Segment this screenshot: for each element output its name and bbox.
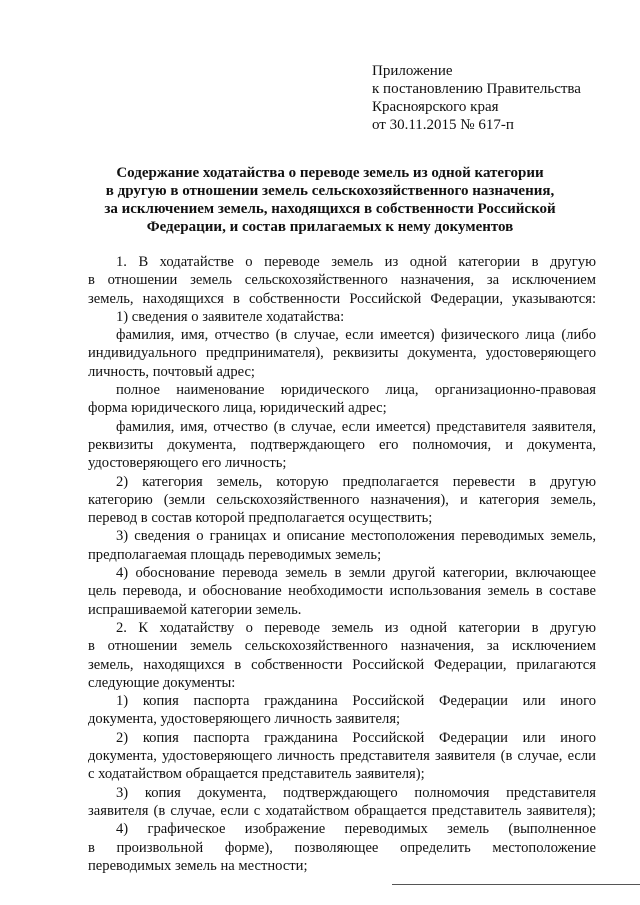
- body-line: 3) копия документа, подтверждающего полномочия представителя: [116, 784, 596, 801]
- body-line: испрашиваемой категории земель.: [88, 601, 302, 618]
- body-line: документа, удостоверяющего личность заявителя;: [88, 711, 401, 728]
- body-line: с ходатайством обращается представитель заявителя);: [88, 766, 425, 783]
- body-line: следующие документы:: [88, 674, 236, 691]
- bottom-divider: [392, 884, 640, 885]
- annex-line: Приложение: [372, 63, 453, 79]
- body-line: в произвольной форме), позволяющее определить местоположение: [88, 839, 596, 856]
- annex-line: Красноярского края: [372, 99, 499, 115]
- body-line: 2) копия паспорта гражданина Российской Федерации или иного: [116, 729, 596, 746]
- body-line: 1) сведения о заявителе ходатайства:: [116, 308, 345, 325]
- body-line: документа, удостоверяющего личность представителя заявителя (в случае, если: [88, 748, 596, 765]
- document-body: [88, 253, 596, 875]
- body-line: 4) обоснование перевода земель в земли другой категории, включающее: [116, 565, 596, 582]
- body-line: индивидуального предпринимателя), реквизиты документа, удостоверяющего: [88, 345, 596, 362]
- body-line: цель перевода, и обоснование необходимости использования земель в составе: [88, 583, 596, 600]
- document-title: [95, 164, 565, 236]
- body-line: полное наименование юридического лица, организационно-правовая: [116, 382, 596, 399]
- body-line: 1. В ходатайстве о переводе земель из одной категории в другую: [116, 254, 596, 270]
- body-line: удостоверяющего его личность;: [88, 455, 287, 472]
- title-line: Федерации, и состав прилагаемых к нему документов: [146, 219, 514, 235]
- body-line: реквизиты документа, подтверждающего его полномочия, и документа,: [88, 436, 596, 453]
- annex-line: от 30.11.2015 № 617-п: [372, 117, 514, 133]
- title-line: за исключением земель, находящихся в собственности Российской: [104, 201, 556, 217]
- body-line: в отношении земель сельскохозяйственного назначения, за исключением: [88, 638, 596, 655]
- body-line: заявителя (в случае, если с ходатайством обращается представитель заявителя);: [88, 802, 596, 819]
- body-line: земель, находящихся в собственности Российской Федерации, указываются:: [88, 290, 596, 307]
- body-line: 2. К ходатайству о переводе земель из одной категории в другую: [116, 619, 596, 636]
- annex-line: к постановлению Правительства: [372, 81, 581, 97]
- body-line: 3) сведения о границах и описание местоположения переводимых земель,: [116, 528, 596, 545]
- body-line: личность, почтовый адрес;: [88, 363, 255, 380]
- body-line: предполагаемая площадь переводимых земель;: [88, 546, 382, 563]
- body-line: в отношении земель сельскохозяйственного назначения, за исключением: [88, 272, 596, 289]
- title-line: в другую в отношении земель сельскохозяйственного назначения,: [105, 183, 555, 199]
- body-line: фамилия, имя, отчество (в случае, если имеется) физического лица (либо: [116, 327, 596, 344]
- body-line: категорию (земли сельскохозяйственного назначения), и категория земель,: [88, 491, 596, 508]
- body-line: 1) копия паспорта гражданина Российской Федерации или иного: [116, 693, 596, 710]
- body-line: 4) графическое изображение переводимых земель (выполненное: [116, 821, 596, 838]
- annex-header: [372, 62, 622, 134]
- body-line: фамилия, имя, отчество (в случае, если имеется) представителя заявителя,: [116, 418, 596, 435]
- title-line: Содержание ходатайства о переводе земель из одной категории: [116, 165, 544, 181]
- body-line: переводимых земель на местности;: [88, 857, 308, 874]
- body-line: земель, находящихся в собственности Российской Федерации, прилагаются: [88, 656, 596, 673]
- body-line: форма юридического лица, юридический адрес;: [88, 400, 387, 417]
- body-line: 2) категория земель, которую предполагается перевести в другую: [116, 473, 596, 490]
- body-line: перевод в состав которой предполагается осуществить;: [88, 510, 433, 527]
